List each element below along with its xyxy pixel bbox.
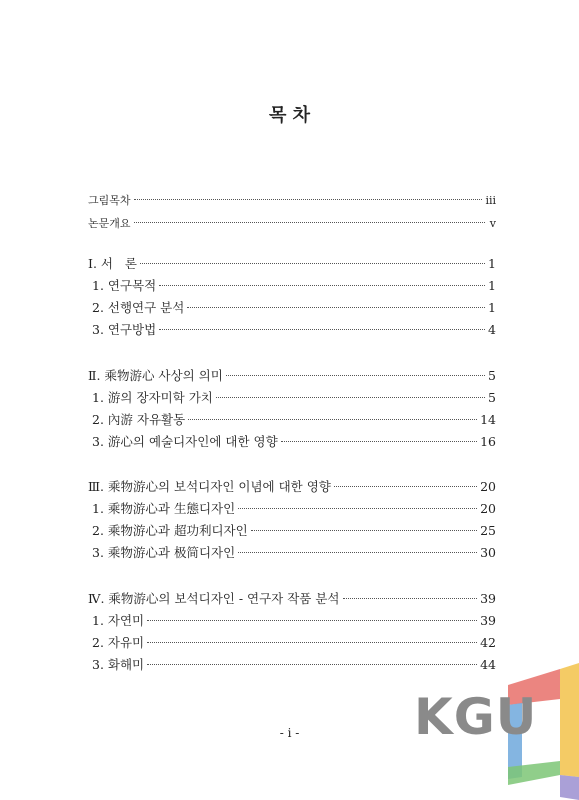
toc-section-4-1[interactable] bbox=[92, 612, 496, 630]
toc-entry-page: 1 bbox=[488, 256, 496, 271]
leader-dots bbox=[187, 307, 485, 308]
toc-entry-page: 20 bbox=[480, 479, 496, 494]
toc-section-label: 1. 乘物游心과 生態디자인 bbox=[92, 501, 236, 516]
toc-entry-page: 1 bbox=[488, 278, 496, 293]
page-number: - i - bbox=[279, 726, 300, 740]
toc-entry-figures[interactable] bbox=[88, 192, 496, 210]
leader-dots bbox=[251, 530, 477, 531]
toc-section-3-2[interactable] bbox=[92, 522, 496, 540]
toc-entry-page: 1 bbox=[488, 300, 496, 315]
toc-chapter-label: Ⅲ. 乘物游心의 보석디자인 이념에 대한 영향 bbox=[88, 479, 331, 494]
toc-section-label: 2. 선행연구 분석 bbox=[92, 300, 185, 315]
toc-section-3-1[interactable] bbox=[92, 500, 496, 518]
leader-dots bbox=[188, 419, 477, 420]
toc-entry-page: 14 bbox=[480, 412, 496, 427]
leader-dots bbox=[238, 508, 477, 509]
toc-entry-page: 39 bbox=[480, 613, 496, 628]
leader-dots bbox=[134, 199, 483, 200]
toc-section-2-1[interactable] bbox=[92, 389, 496, 407]
toc-chapter-1[interactable] bbox=[88, 255, 496, 273]
toc-entry-page: iii bbox=[485, 194, 496, 207]
toc-chapter-label: Ⅰ. 서 론 bbox=[88, 256, 137, 271]
toc-entry-abstract[interactable] bbox=[88, 215, 496, 233]
toc-section-2-3[interactable] bbox=[92, 433, 496, 451]
page-title: 목 차 bbox=[268, 105, 311, 126]
leader-dots bbox=[238, 552, 477, 553]
toc-section-label: 3. 乘物游心과 极简디자인 bbox=[92, 545, 236, 560]
toc-entry-page: 4 bbox=[488, 322, 496, 337]
leader-dots bbox=[226, 375, 485, 376]
leader-dots bbox=[343, 598, 478, 599]
toc-chapter-label: Ⅱ. 乘物游心 사상의 의미 bbox=[88, 368, 223, 383]
toc-chapter-4[interactable] bbox=[88, 590, 496, 608]
toc-chapter-2[interactable] bbox=[88, 367, 496, 385]
leader-dots bbox=[140, 263, 485, 264]
leader-dots bbox=[147, 620, 477, 621]
toc-section-1-1[interactable] bbox=[92, 277, 496, 295]
toc-section-label: 1. 연구목적 bbox=[92, 278, 157, 293]
logo-text: KGU bbox=[414, 688, 538, 746]
toc-section-2-2[interactable] bbox=[92, 411, 496, 429]
toc-entry-page: 20 bbox=[480, 501, 496, 516]
toc-entry-page: 5 bbox=[488, 368, 496, 383]
toc-section-label: 1. 游의 장자미학 가치 bbox=[92, 390, 213, 405]
toc-entry-page: 30 bbox=[480, 545, 496, 560]
toc-section-1-3[interactable] bbox=[92, 321, 496, 339]
leader-dots bbox=[159, 285, 485, 286]
toc-entry-label: 그림목차 bbox=[88, 194, 131, 207]
leader-dots bbox=[334, 486, 477, 487]
leader-dots bbox=[159, 329, 485, 330]
toc-entry-page: 5 bbox=[488, 390, 496, 405]
toc-section-label: 1. 자연미 bbox=[92, 613, 145, 628]
leader-dots bbox=[216, 397, 485, 398]
toc-section-label: 2. 內游 자유활동 bbox=[92, 412, 186, 427]
toc-chapter-label: Ⅳ. 乘物游心의 보석디자인 - 연구자 작품 분석 bbox=[88, 591, 340, 606]
toc-entry-page: v bbox=[489, 217, 496, 230]
toc-entry-page: 16 bbox=[480, 434, 496, 449]
toc-section-3-3[interactable] bbox=[92, 544, 496, 562]
toc-section-label: 3. 화해미 bbox=[92, 657, 145, 672]
toc-entry-label: 논문개요 bbox=[88, 217, 131, 230]
toc-chapter-3[interactable] bbox=[88, 478, 496, 496]
toc-section-label: 2. 자유미 bbox=[92, 635, 145, 650]
leader-dots bbox=[147, 642, 477, 643]
toc-entry-page: 42 bbox=[480, 635, 496, 650]
toc-section-label: 3. 游心의 예술디자인에 대한 영향 bbox=[92, 434, 278, 449]
toc-section-4-2[interactable] bbox=[92, 634, 496, 652]
toc-section-1-2[interactable] bbox=[92, 299, 496, 317]
toc-section-label: 3. 연구방법 bbox=[92, 322, 157, 337]
toc-entry-page: 44 bbox=[480, 657, 496, 672]
leader-dots bbox=[281, 441, 477, 442]
toc-section-label: 2. 乘物游心과 超功利디자인 bbox=[92, 523, 248, 538]
leader-dots bbox=[134, 222, 485, 223]
toc-entry-page: 25 bbox=[480, 523, 496, 538]
toc-entry-page: 39 bbox=[480, 591, 496, 606]
